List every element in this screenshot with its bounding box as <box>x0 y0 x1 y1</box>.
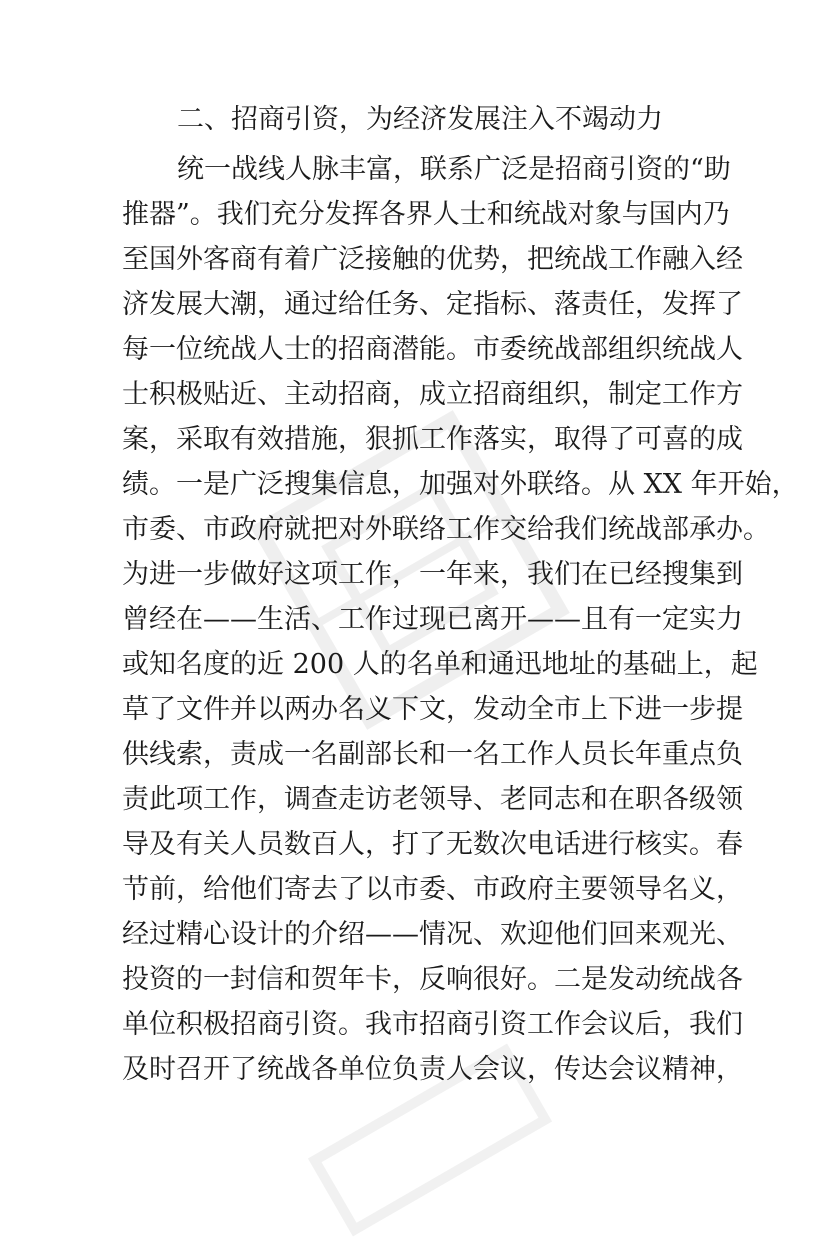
paragraph-line: 导及有关人员数百人，打了无数次电话进行核实。春 <box>122 829 743 860</box>
paragraph-line: 及时召开了统战各单位负责人会议，传达会议精神， <box>122 1054 743 1085</box>
paragraph-line: 每一位统战人士的招商潜能。市委统战部组织统战人 <box>122 334 743 365</box>
paragraph-line: 至国外客商有着广泛接触的优势，把统战工作融入经 <box>122 244 743 275</box>
paragraph-line: 士积极贴近、主动招商，成立招商组织，制定工作方 <box>122 379 743 410</box>
paragraph-line: 责此项工作，调查走访老领导、老同志和在职各级领 <box>122 784 743 815</box>
paragraph-line: 统一战线人脉丰富，联系广泛是招商引资的“助 <box>177 154 731 185</box>
paragraph-line: 为进一步做好这项工作，一年来，我们在已经搜集到 <box>122 559 743 590</box>
paragraph-line: 供线索，责成一名副部长和一名工作人员长年重点负 <box>122 739 743 770</box>
paragraph-line: 推器”。我们充分发挥各界人士和统战对象与国内乃 <box>122 199 730 230</box>
paragraph-line: 草了文件并以两办名义下文，发动全市上下进一步提 <box>122 694 743 725</box>
paragraph-line: 单位积极招商引资。我市招商引资工作会议后，我们 <box>122 1009 743 1040</box>
paragraph-line: 经过精心设计的介绍——情况、欢迎他们回来观光、 <box>122 919 743 950</box>
paragraph-line: 济发展大潮，通过给任务、定指标、落责任，发挥了 <box>122 289 743 320</box>
paragraph-line: 绩。一是广泛搜集信息，加强对外联络。从 XX 年开始， <box>122 469 799 500</box>
paragraph-line: 投资的一封信和贺年卡，反响很好。二是发动统战各 <box>122 964 743 995</box>
paragraph-line: 或知名度的近 200 人的名单和通迅地址的基础上，起 <box>122 649 758 680</box>
paragraph-line: 曾经在——生活、工作过现已离开——且有一定实力 <box>122 604 743 635</box>
paragraph-line: 市委、市政府就把对外联络工作交给我们统战部承办。 <box>122 514 770 545</box>
paragraph-line: 案，采取有效措施，狠抓工作落实，取得了可喜的成 <box>122 424 743 455</box>
section-heading: 二、招商引资，为经济发展注入不竭动力 <box>177 104 663 135</box>
paragraph-line: 节前，给他们寄去了以市委、市政府主要领导名义， <box>122 874 743 905</box>
